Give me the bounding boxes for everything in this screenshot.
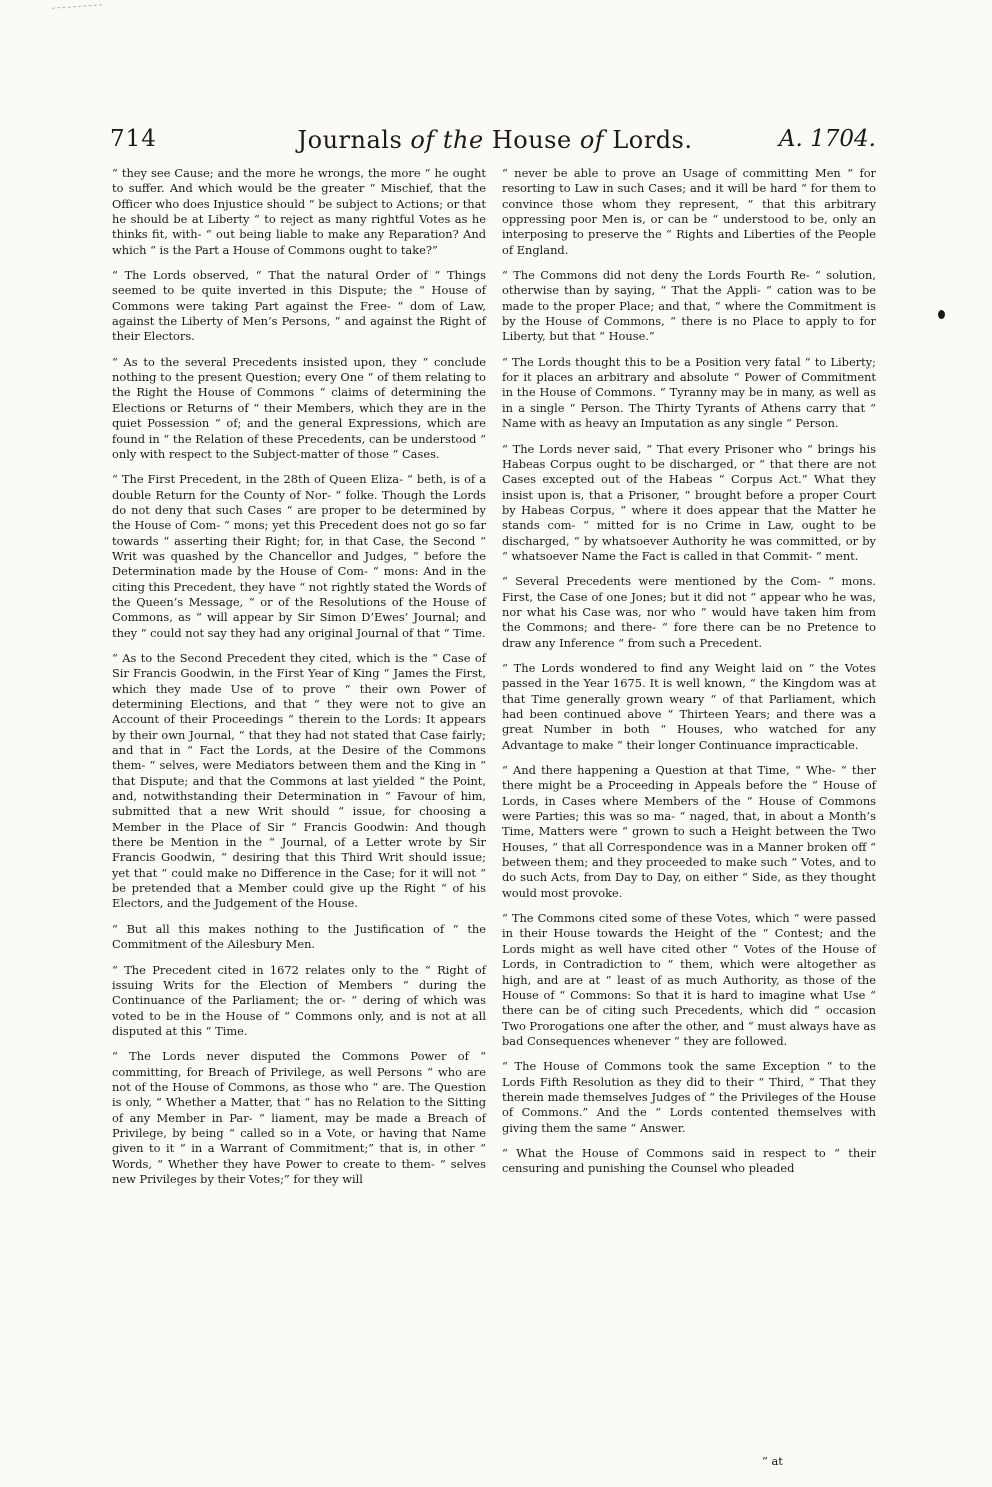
paragraph: “ The House of Commons took the same Exception “ to the Lords Fifth Resolution as they did to their “ Third, “ That they therein made themselves Judges of “ the Privileges of the House of Commons.” And the “ Lords contented themselves with giving them the same “ Answer.	[502, 1059, 876, 1135]
paragraph: “ And there happening a Question at that Time, “ Whe- “ ther there might be a Proceeding in Appeals before the “ House of Lords, in Cases where Members of the “ House of Commons were Parties; this was so ma- “ naged, that, in about a Month’s Time, Matters were “ grown to such a Height between the Two Houses, “ that all Correspondence was in a Manner broken off “ between them; and they proceeded to make such “ Votes, and to do such Acts, from Day to Day, on either “ Side, as they thought would most provoke.	[502, 763, 876, 900]
paragraph: “ The Lords never said, “ That every Prisoner who “ brings his Habeas Corpus ought to be discharged, or “ that there are not Cases excepted out of the Habeas “ Corpus Act.” What they insist upon is, that a Prisoner, “ brought before a proper Court by Habeas Corpus, “ where it does appear that the Matter he stands com- “ mitted for is no Crime in Law, ought to be discharged, “ by whatsoever Authority he was committed, or by “ whatsoever Name the Fact is called in that Commit- “ ment.	[502, 441, 876, 563]
title-of-2: of	[579, 126, 605, 154]
right-column	[502, 166, 876, 1486]
title-of: of	[410, 126, 435, 154]
title-journals: Journals	[297, 126, 403, 154]
paragraph: “ The Lords never disputed the Commons Power of “ committing, for Breach of Privilege, as well Persons “ who are not of the House of Commons, as those who “ are. The Question is only, “ Whether a Matter, that “ has no Relation to the Sitting of any Member in Par- “ liament, may be made a Breach of Privilege, by being “ called so in a Vote, or having that Name given to it “ in a Warrant of Commitment;” that is, in other “ Words, “ Whether they have Power to create to them- “ selves new Privileges by their Votes;” for they will	[112, 1049, 486, 1186]
left-column	[112, 166, 486, 1486]
year-label: A. 1704.	[778, 126, 876, 152]
paragraph: “ The Commons did not deny the Lords Fourth Re- “ solution, otherwise than by saying, “ That the Appli- “ cation was to be made to the proper Place; and that, “ where the Commitment is by the House of Commons, “ there is no Place to apply to for Liberty, but that “ House.”	[502, 268, 876, 344]
title-the: the	[442, 126, 484, 154]
ink-dot	[938, 310, 945, 319]
paragraph: “ As to the Second Precedent they cited, which is the “ Case of Sir Francis Goodwin, in the First Year of King “ James the First, which they made Use of to prove “ their own Power of determining Elections, and that “ they were not to give an Account of their Proceedings “ therein to the Lords: It appears by their own Journal, “ that they had not stated that Case fairly; and that in “ Fact the Lords, at the Desire of the Commons them- “ selves, were Mediators between them and the King in “ that Dispute; and that the Commons at last yielded “ the Point, and, notwithstanding their Determination in “ Favour of him, submitted that a new Writ should “ issue, for choosing a Member in the Place of Sir “ Francis Goodwin: And though there be Mention in the “ Journal, of a Letter wrote by Sir Francis Goodwin, “ desiring that this Third Writ should issue; yet that “ could make no Difference in the Case; for it will not “ be pretended that a Member could give up the Right “ of his Electors, and the Judgement of the House.	[112, 650, 486, 911]
catchword: “ at	[762, 1454, 783, 1468]
paragraph: “ never be able to prove an Usage of committing Men “ for resorting to Law in such Cases; and it will be hard “ for them to convince those whom they represent, “ that this arbitrary oppressing poor Men is, or can be “ understood to be, only an interposing to preserve the “ Rights and Liberties of the People of England.	[502, 166, 876, 257]
paragraph: “ But all this makes nothing to the Justification of “ the Commitment of the Ailesbury Men.	[112, 921, 486, 952]
title-house: House	[491, 126, 572, 154]
title-lords: Lords.	[612, 126, 693, 154]
paragraph: “ The Lords thought this to be a Position very fatal “ to Liberty; for it places an arbitrary and absolute “ Power of Commitment in the House of Commons. “ Tyranny may be in many, as well as in a single “ Person. The Thirty Tyrants of Athens carry that “ Name with as heavy an Imputation as any single “ Person.	[502, 354, 876, 431]
page-header	[110, 126, 880, 160]
paragraph: “ The Lords observed, “ That the natural Order of “ Things seemed to be quite inverted in this Dispute; the “ House of Commons were taking Part against the Free- “ dom of Law, against the Liberty of Men’s Persons, “ and against the Right of their Electors.	[112, 268, 486, 344]
paragraph: “ The Precedent cited in 1672 relates only to the “ Right of issuing Writs for the Election of Members “ during the Continuance of the Parliament; the or- “ dering of which was voted to be in the House of “ Commons only, and is not at all disputed at this “ Time.	[112, 962, 486, 1038]
page-number: 714	[110, 126, 157, 152]
paragraph: “ What the House of Commons said in respect to “ their censuring and punishing the Counsel who pleaded	[502, 1145, 876, 1176]
running-title	[110, 126, 880, 154]
corner-scan-mark	[52, 4, 102, 9]
paragraph: “ The First Precedent, in the 28th of Queen Eliza- “ beth, is of a double Return for the County of Nor- “ folke. Though the Lords do not deny that such Cases “ are proper to be determined by the House of Com- “ mons; yet this Precedent does not go so far towards “ asserting their Right; for, in that Case, the Second “ Writ was quashed by the Chancellor and Judges, “ before the Determination made by the House of Com- “ mons: And in the citing this Precedent, they have “ not rightly stated the Words of the Queen’s Message, “ or of the Resolutions of the House of Commons, as “ will appear by Sir Simon D’Ewes’ Journal; and they “ could not say they had any original Journal of that “ Time.	[112, 472, 486, 640]
paragraph: “ The Lords wondered to find any Weight laid on “ the Votes passed in the Year 1675. It is well known, “ the Kingdom was at that Time generally grown weary “ of that Parliament, which had been continued above “ Thirteen Years; and there was a great Number in both “ Houses, who watched for any Advantage to make “ their longer Continuance impracticable.	[502, 660, 876, 752]
paragraph: “ As to the several Precedents insisted upon, they “ conclude nothing to the present Question; every One “ of them relating to the Right the House of Commons “ claims of determining the Elections or Returns of “ their Members, which they are in the quiet Possession “ of; and the general Expressions, which are found in “ the Relation of these Precedents, can be understood “ only with respect to the Subject-matter of those “ Cases.	[112, 354, 486, 461]
paragraph: “ The Commons cited some of these Votes, which “ were passed in their House towards the Height of the “ Contest; and the Lords might as well have cited other “ Votes of the House of Lords, in Contradiction to “ them, which were altogether as high, and are at “ least of as much Authority, as those of the House of “ Commons: So that it is hard to imagine what Use “ there can be of citing such Precedents, which did “ occasion Two Prorogations one after the other, and “ must always have as bad Consequences whenever “ they are followed.	[502, 911, 876, 1048]
paragraph: “ they see Cause; and the more he wrongs, the more “ he ought to suffer. And which would be the greater “ Mischief, that the Officer who does Injustice should “ be subject to Actions; or that he should be at Liberty “ to reject as many rightful Votes as he thinks fit, with- “ out being liable to make any Reparation? And which “ is the Part a House of Commons ought to take?”	[112, 166, 486, 257]
paragraph: “ Several Precedents were mentioned by the Com- “ mons. First, the Case of one Jones; but it did not “ appear who he was, nor what his Case was, nor who “ would have taken him from the Commons; and there- “ fore there can be no Pretence to draw any Inference “ from such a Precedent.	[502, 574, 876, 650]
